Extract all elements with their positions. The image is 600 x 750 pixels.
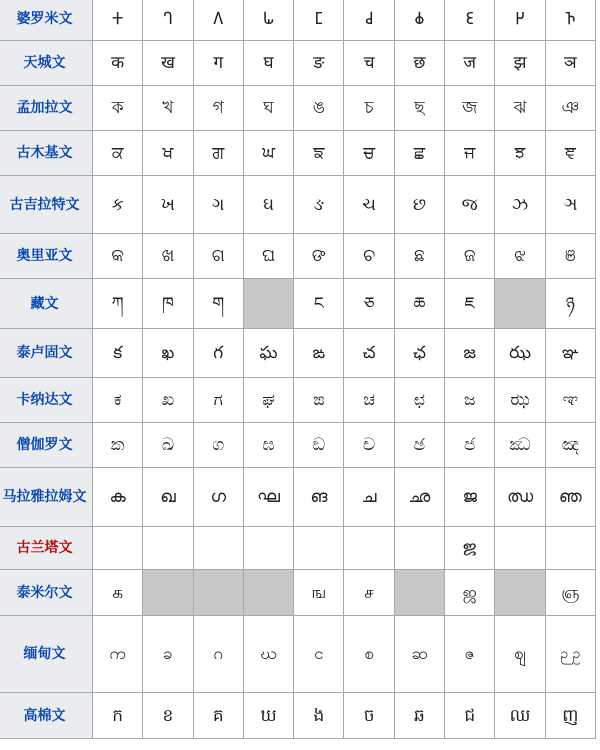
glyph-cell: ગ [193, 176, 243, 234]
glyph-cell: 𑀗 [294, 0, 344, 41]
glyph-cell: 𑀚 [445, 0, 495, 41]
glyph-cell: છ [394, 176, 444, 234]
glyph-cell: ஜ [445, 570, 495, 616]
script-name-link[interactable]: 泰米尔文 [0, 570, 93, 616]
glyph-cell: គ [193, 693, 243, 739]
table-row [0, 131, 596, 176]
glyph-cell: କ [93, 234, 143, 279]
glyph-cell: ಛ [394, 378, 444, 423]
script-name-link[interactable]: 古兰塔文 [0, 527, 93, 570]
glyph-cell: ឃ [243, 693, 293, 739]
glyph-cell: င [294, 616, 344, 693]
glyph-cell: ಖ [143, 378, 193, 423]
script-name-link[interactable]: 天城文 [0, 41, 93, 86]
script-name-link[interactable]: 藏文 [0, 279, 93, 329]
glyph-cell: ങ [294, 468, 344, 527]
glyph-cell: ચ [344, 176, 394, 234]
glyph-cell: 𑀘 [344, 0, 394, 41]
table-row [0, 616, 596, 693]
script-name-link[interactable]: 高棉文 [0, 693, 93, 739]
glyph-cell [294, 527, 344, 570]
glyph-cell: ਕ [93, 131, 143, 176]
glyph-cell: ਚ [344, 131, 394, 176]
glyph-cell: ച [344, 468, 394, 527]
table-row [0, 86, 596, 131]
glyph-cell: খ [143, 86, 193, 131]
glyph-cell: ញ [545, 693, 595, 739]
glyph-cell: ង [294, 693, 344, 739]
glyph-cell: ഘ [243, 468, 293, 527]
glyph-cell: જ [445, 176, 495, 234]
glyph-cell: ជ [445, 693, 495, 739]
glyph-cell: ਞ [545, 131, 595, 176]
glyph-cell: ఝ [495, 329, 545, 378]
glyph-cell: க [93, 570, 143, 616]
glyph-cell: 𑀔 [143, 0, 193, 41]
glyph-cell: ଖ [143, 234, 193, 279]
empty-cell-gray [495, 279, 545, 329]
empty-cell-gray [243, 279, 293, 329]
glyph-cell: ઘ [243, 176, 293, 234]
glyph-cell: ඣ [495, 423, 545, 468]
table-row [0, 527, 596, 570]
glyph-cell: घ [243, 41, 293, 86]
glyph-cell: झ [495, 41, 545, 86]
glyph-cell: గ [193, 329, 243, 378]
glyph-cell: ঘ [243, 86, 293, 131]
glyph-cell: చ [344, 329, 394, 378]
glyph-cell: ඛ [143, 423, 193, 468]
glyph-cell: ཁ [143, 279, 193, 329]
glyph-cell: ଝ [495, 234, 545, 279]
glyph-cell: 𑌜 [445, 527, 495, 570]
glyph-cell: ग [193, 41, 243, 86]
glyph-cell: ខ [143, 693, 193, 739]
table-row [0, 176, 596, 234]
table-row [0, 0, 596, 41]
script-name-link[interactable]: 缅甸文 [0, 616, 93, 693]
glyph-cell: ଛ [394, 234, 444, 279]
glyph-cell: ज [445, 41, 495, 86]
glyph-cell: ঙ [294, 86, 344, 131]
empty-cell-gray [193, 570, 243, 616]
glyph-cell: ઝ [495, 176, 545, 234]
script-name-link[interactable]: 僧伽罗文 [0, 423, 93, 468]
script-name-link[interactable]: 泰卢固文 [0, 329, 93, 378]
glyph-cell: छ [394, 41, 444, 86]
glyph-cell [143, 527, 193, 570]
glyph-cell: ಗ [193, 378, 243, 423]
glyph-cell [394, 527, 444, 570]
glyph-cell: ഗ [193, 468, 243, 527]
glyph-cell: ஞ [545, 570, 595, 616]
glyph-cell: ଗ [193, 234, 243, 279]
glyph-cell: ក [93, 693, 143, 739]
glyph-cell: ఞ [545, 329, 595, 378]
glyph-cell: ଘ [243, 234, 293, 279]
table-row [0, 378, 596, 423]
glyph-cell: ඝ [243, 423, 293, 468]
glyph-cell: ક [93, 176, 143, 234]
empty-cell-gray [243, 570, 293, 616]
glyph-cell: ਝ [495, 131, 545, 176]
glyph-cell: ଞ [545, 234, 595, 279]
glyph-cell: ಙ [294, 378, 344, 423]
glyph-cell: ဇ [445, 616, 495, 693]
glyph-cell: ಚ [344, 378, 394, 423]
glyph-cell: ਛ [394, 131, 444, 176]
script-name-link[interactable]: 孟加拉文 [0, 86, 93, 131]
glyph-cell [193, 527, 243, 570]
script-name-link[interactable]: 古木基文 [0, 131, 93, 176]
glyph-cell: च [344, 41, 394, 86]
table-row [0, 468, 596, 527]
empty-cell-gray [143, 570, 193, 616]
glyph-cell: 𑀛 [495, 0, 545, 41]
glyph-cell: ច [344, 693, 394, 739]
glyph-cell: ಘ [243, 378, 293, 423]
glyph-cell: ග [193, 423, 243, 468]
glyph-cell: ච [344, 423, 394, 468]
glyph-cell: 𑀖 [243, 0, 293, 41]
script-name-link[interactable]: 奥里亚文 [0, 234, 93, 279]
glyph-cell: ജ [445, 468, 495, 527]
glyph-cell: ဂ [193, 616, 243, 693]
glyph-cell: ছ [394, 86, 444, 131]
glyph-cell: ਜ [445, 131, 495, 176]
empty-cell-gray [394, 570, 444, 616]
glyph-cell: ဈ [495, 616, 545, 693]
script-name-link[interactable]: 古吉拉特文 [0, 176, 93, 234]
glyph-cell: ක [93, 423, 143, 468]
glyph-cell: ਙ [294, 131, 344, 176]
glyph-cell: ખ [143, 176, 193, 234]
glyph-cell: ජ [445, 423, 495, 468]
table-row [0, 41, 596, 86]
glyph-cell: ઞ [545, 176, 595, 234]
glyph-cell: 𑀜 [545, 0, 595, 41]
glyph-cell: క [93, 329, 143, 378]
glyph-cell: ଙ [294, 234, 344, 279]
glyph-cell: ଜ [445, 234, 495, 279]
script-name-link[interactable]: 马拉雅拉姆文 [0, 468, 93, 527]
glyph-cell: ங [294, 570, 344, 616]
glyph-cell: ဃ [243, 616, 293, 693]
glyph-cell: ག [193, 279, 243, 329]
glyph-cell: 𑀙 [394, 0, 444, 41]
glyph-cell [93, 527, 143, 570]
glyph-cell: জ [445, 86, 495, 131]
glyph-cell: ಕ [93, 378, 143, 423]
glyph-cell: ञ [545, 41, 595, 86]
glyph-cell: စ [344, 616, 394, 693]
table-row [0, 279, 596, 329]
glyph-cell: ཅ [344, 279, 394, 329]
glyph-cell: ཉ [545, 279, 595, 329]
table-row [0, 423, 596, 468]
glyph-cell: ཀ [93, 279, 143, 329]
glyph-cell: ਖ [143, 131, 193, 176]
glyph-cell: ਗ [193, 131, 243, 176]
table-row [0, 570, 596, 616]
script-name-link[interactable]: 卡纳达文 [0, 378, 93, 423]
glyph-cell: ခ [143, 616, 193, 693]
glyph-cell: ঝ [495, 86, 545, 131]
table-row [0, 329, 596, 378]
glyph-cell [545, 527, 595, 570]
glyph-cell: ഞ [545, 468, 595, 527]
glyph-cell: ക [93, 468, 143, 527]
glyph-cell: চ [344, 86, 394, 131]
glyph-cell: జ [445, 329, 495, 378]
glyph-cell: ඡ [394, 423, 444, 468]
glyph-cell: ඞ [294, 423, 344, 468]
glyph-cell: ཆ [394, 279, 444, 329]
script-name-link[interactable]: 婆罗米文 [0, 0, 93, 41]
glyph-cell: ச [344, 570, 394, 616]
glyph-cell: ఙ [294, 329, 344, 378]
glyph-cell: ઙ [294, 176, 344, 234]
table-row [0, 234, 596, 279]
glyph-cell: क [93, 41, 143, 86]
glyph-cell: ଚ [344, 234, 394, 279]
glyph-cell: ဉ ဥ [545, 616, 595, 693]
glyph-cell: ঞ [545, 86, 595, 131]
glyph-cell [243, 527, 293, 570]
glyph-cell: ಞ [545, 378, 595, 423]
glyph-cell: গ [193, 86, 243, 131]
empty-cell-gray [495, 570, 545, 616]
glyph-cell: ഝ [495, 468, 545, 527]
glyph-cell: ఖ [143, 329, 193, 378]
glyph-cell: ဆ [394, 616, 444, 693]
glyph-cell: ཇ [445, 279, 495, 329]
glyph-cell: 𑀕 [193, 0, 243, 41]
glyph-cell: ឆ [394, 693, 444, 739]
glyph-cell: 𑀓 [93, 0, 143, 41]
glyph-cell: ఛ [394, 329, 444, 378]
glyph-cell [495, 527, 545, 570]
glyph-cell [344, 527, 394, 570]
glyph-cell: ङ [294, 41, 344, 86]
glyph-cell: က [93, 616, 143, 693]
glyph-cell: ඤ [545, 423, 595, 468]
glyph-cell: ང [294, 279, 344, 329]
glyph-cell: ख [143, 41, 193, 86]
glyph-cell: ಝ [495, 378, 545, 423]
glyph-cell: ឈ [495, 693, 545, 739]
glyph-cell: ఘ [243, 329, 293, 378]
glyph-cell: ಜ [445, 378, 495, 423]
glyph-cell: ഛ [394, 468, 444, 527]
glyph-cell: ഖ [143, 468, 193, 527]
glyph-cell: ক [93, 86, 143, 131]
table-row [0, 693, 596, 739]
glyph-cell: ਘ [243, 131, 293, 176]
